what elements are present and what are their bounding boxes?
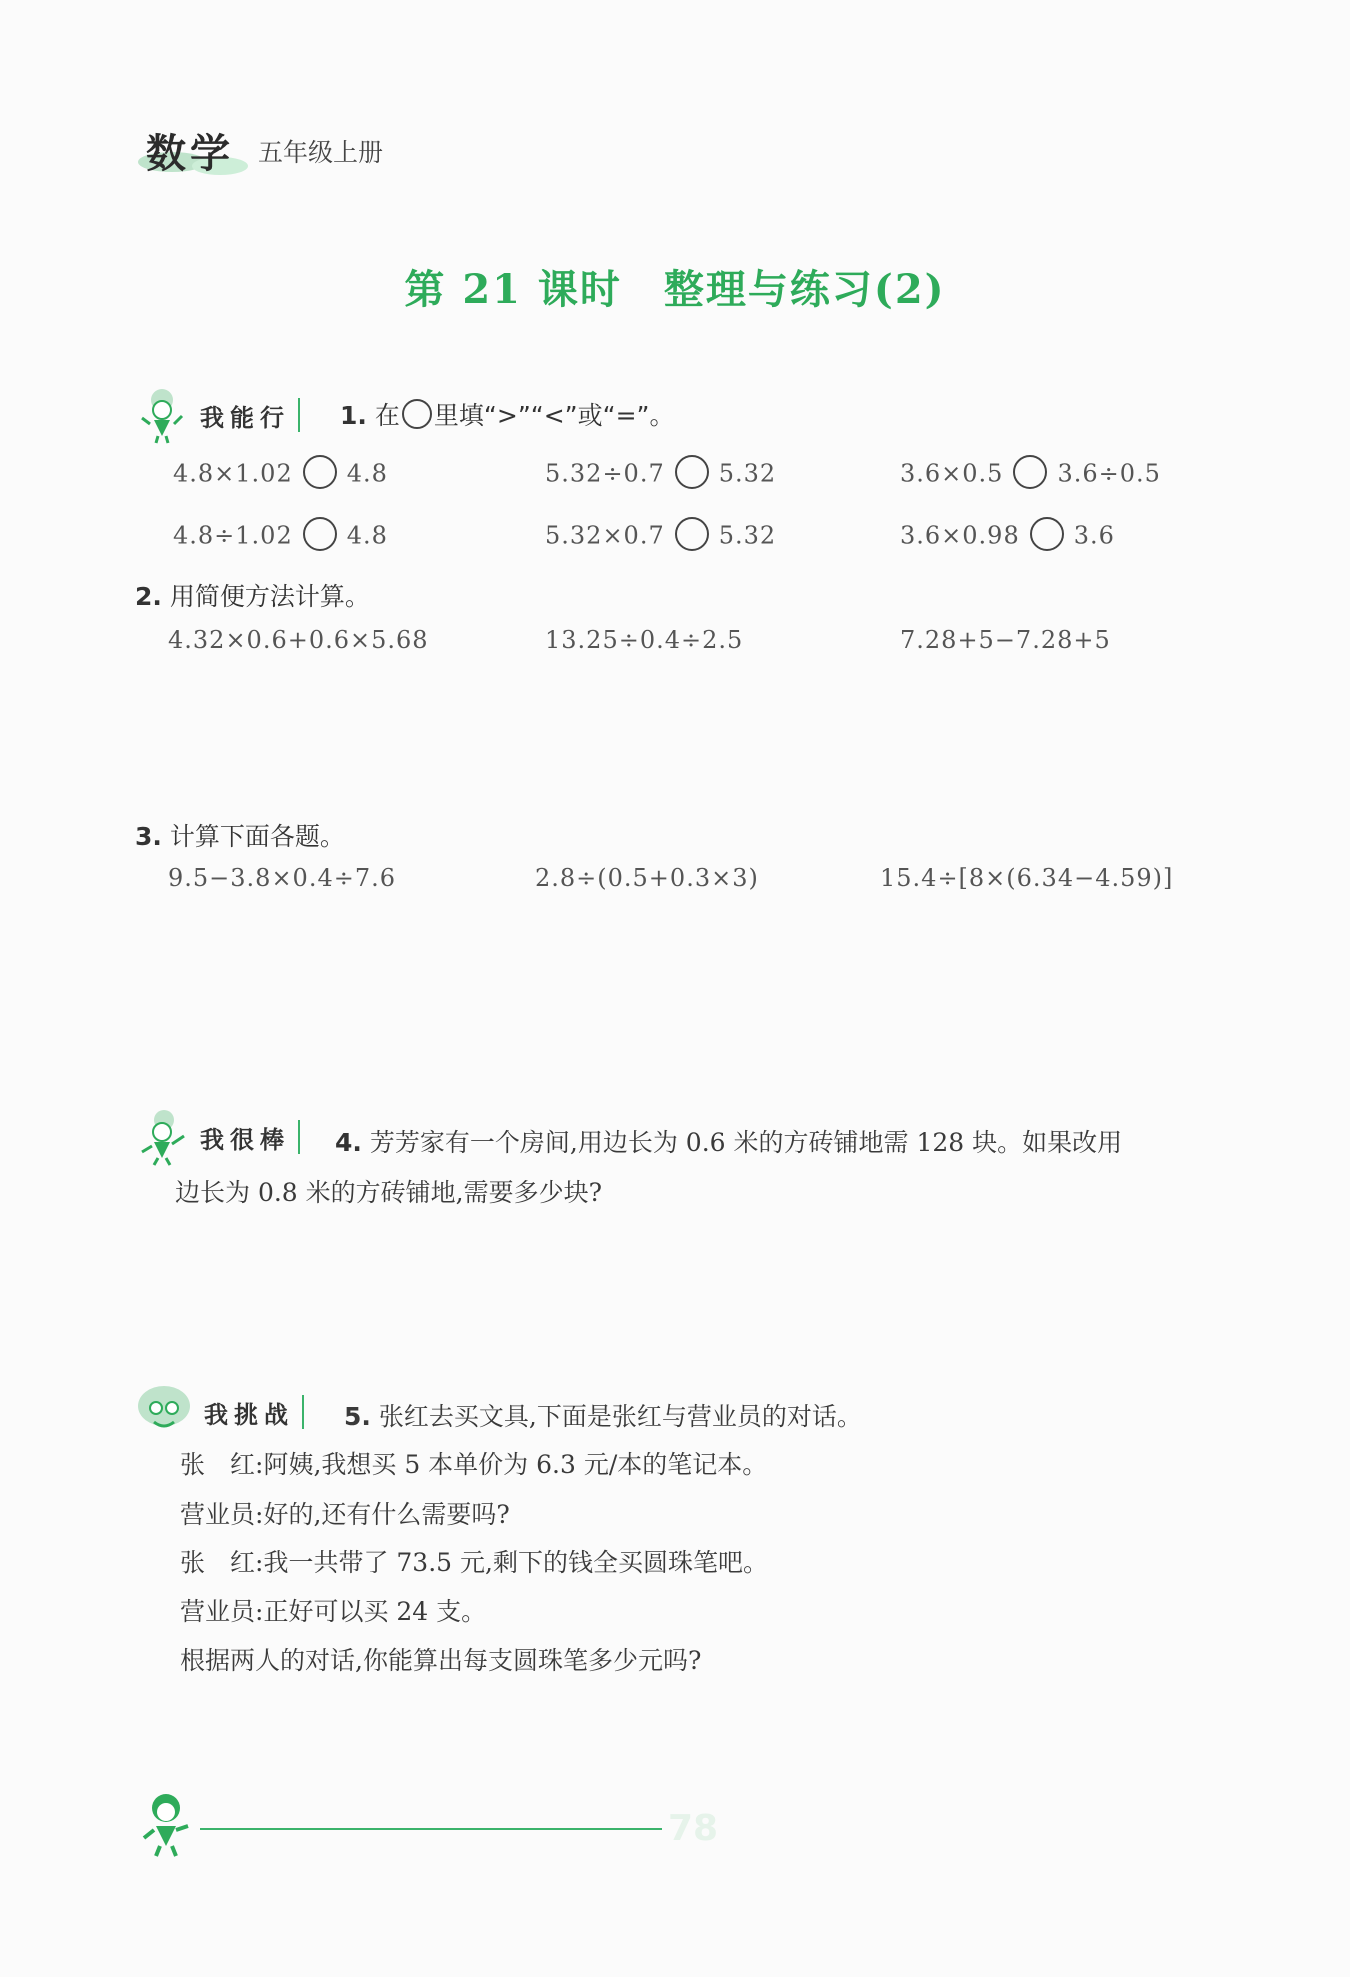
expr-right: 5.32 [718, 459, 777, 488]
footer-rule [200, 1828, 662, 1830]
q1-item [900, 520, 1115, 554]
section-badge-label: 我能行 [200, 403, 290, 432]
expr-left: 4.8×1.02 [173, 459, 293, 488]
question-5-prompt: 根据两人的对话,你能算出每支圆珠笔多少元吗? [180, 1646, 702, 1675]
section-badge-label: 我很棒 [200, 1125, 290, 1154]
q1-item [173, 458, 388, 492]
book-subject: 数学 [146, 131, 234, 177]
compare-circle-icon [402, 399, 432, 429]
section-badge-3 [136, 1384, 304, 1440]
q3-item: 15.4÷[8×(6.34−4.59)] [880, 864, 1174, 892]
answer-circle[interactable] [675, 455, 709, 489]
question-1 [340, 396, 674, 432]
q3-item: 2.8÷(0.5+0.3×3) [535, 864, 759, 892]
mascot-icon [140, 386, 192, 444]
dialogue-speaker: 营业员: [180, 1500, 264, 1529]
question-number: 4. [335, 1128, 362, 1157]
mascot-icon [136, 1384, 196, 1440]
badge-divider [302, 1395, 304, 1429]
question-5-intro [344, 1392, 862, 1442]
q1-item [545, 520, 776, 554]
question-text-before: 在 [374, 401, 400, 430]
question-text: 计算下面各题。 [169, 822, 345, 851]
q2-item: 13.25÷0.4÷2.5 [545, 626, 744, 654]
section-badge-label: 我挑战 [204, 1400, 294, 1429]
expr-right: 4.8 [346, 459, 388, 488]
dialogue-text: 正好可以买 24 支。 [263, 1597, 487, 1626]
q1-item [173, 520, 388, 554]
question-4-line-2: 边长为 0.8 米的方砖铺地,需要多少块? [175, 1178, 603, 1207]
lesson-title: 第 21 课时 整理与练习(2) [404, 266, 946, 313]
dialogue-line [180, 1538, 768, 1588]
footer-mascot-icon [140, 1790, 200, 1860]
badge-divider [298, 398, 300, 432]
question-number: 1. [340, 401, 367, 430]
question-number: 2. [135, 582, 162, 611]
expr-left: 3.6×0.5 [900, 459, 1004, 488]
expr-right: 4.8 [346, 521, 388, 550]
dialogue-speaker: 张 红: [180, 1450, 264, 1479]
q2-item: 7.28+5−7.28+5 [900, 626, 1111, 654]
badge-divider [298, 1120, 300, 1154]
expr-right: 3.6÷0.5 [1057, 459, 1161, 488]
expr-left: 3.6×0.98 [900, 521, 1020, 550]
answer-circle[interactable] [303, 455, 337, 489]
mascot-icon [140, 1108, 192, 1166]
expr-right: 3.6 [1073, 521, 1115, 550]
expr-left: 5.32÷0.7 [545, 459, 665, 488]
question-4-line-1 [335, 1118, 1122, 1168]
q1-item [900, 458, 1161, 492]
answer-circle[interactable] [303, 517, 337, 551]
dialogue-line [180, 1490, 510, 1540]
page-number: 78 [668, 1808, 719, 1849]
q1-item [545, 458, 776, 492]
dialogue-line [180, 1440, 767, 1490]
question-text: 用简便方法计算。 [169, 582, 370, 611]
dialogue-text: 我一共带了 73.5 元,剩下的钱全买圆珠笔吧。 [263, 1548, 768, 1577]
dialogue-text: 阿姨,我想买 5 本单价为 6.3 元/本的笔记本。 [263, 1450, 768, 1479]
expr-left: 5.32×0.7 [545, 521, 665, 550]
expr-left: 4.8÷1.02 [173, 521, 293, 550]
dialogue-speaker: 营业员: [180, 1597, 264, 1626]
q2-item: 4.32×0.6+0.6×5.68 [168, 626, 429, 654]
section-badge-2 [140, 1108, 300, 1166]
expr-right: 5.32 [718, 521, 777, 550]
answer-circle[interactable] [675, 517, 709, 551]
book-grade: 五年级上册 [258, 138, 384, 167]
section-badge-1 [140, 386, 300, 444]
question-text: 张红去买文具,下面是张红与营业员的对话。 [378, 1402, 862, 1431]
question-2 [135, 577, 370, 613]
dialogue-text: 好的,还有什么需要吗? [263, 1500, 510, 1529]
q3-item: 9.5−3.8×0.4÷7.6 [168, 864, 396, 892]
question-text-after: 里填“>”“<”或“=”。 [433, 401, 675, 430]
answer-circle[interactable] [1013, 455, 1047, 489]
question-text: 芳芳家有一个房间,用边长为 0.6 米的方砖铺地需 128 块。如果改用 [369, 1128, 1123, 1157]
answer-circle[interactable] [1030, 517, 1064, 551]
dialogue-line [180, 1587, 486, 1637]
dialogue-speaker: 张 红: [180, 1548, 264, 1577]
question-3 [135, 817, 345, 853]
question-number: 3. [135, 822, 162, 851]
question-number: 5. [344, 1402, 371, 1431]
